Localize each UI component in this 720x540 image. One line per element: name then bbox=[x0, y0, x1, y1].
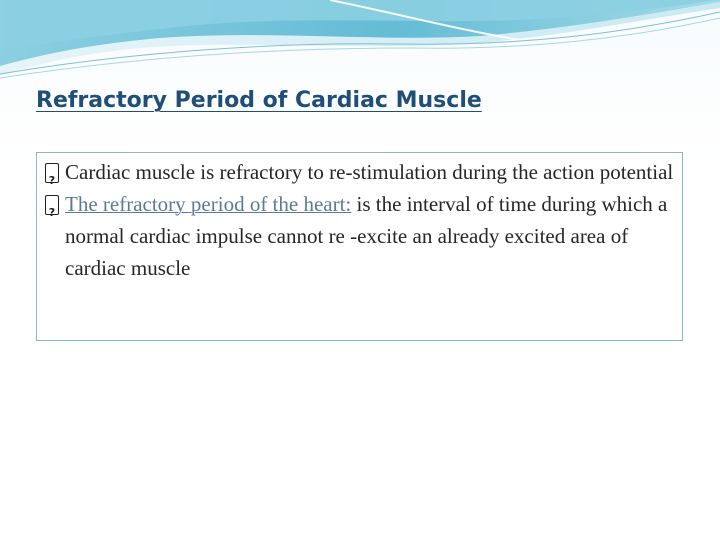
missing-glyph-icon bbox=[41, 188, 63, 216]
highlighted-term: The refractory period of the heart: bbox=[65, 192, 352, 216]
bullet-item bbox=[37, 156, 682, 188]
bullet-item bbox=[37, 188, 682, 284]
bullet-list bbox=[37, 156, 682, 284]
content-box bbox=[36, 152, 683, 341]
slide-title: Refractory Period of Cardiac Muscle bbox=[36, 88, 482, 113]
missing-glyph-icon bbox=[41, 156, 63, 184]
header-wave-decoration bbox=[0, 0, 720, 90]
bullet-text: Cardiac muscle is refractory to re-stimulation during the action potential bbox=[65, 160, 674, 184]
bullet-text: is the interval of time during which a normal cardiac impulse cannot re -excite an already excited area of cardiac muscle bbox=[65, 192, 668, 280]
